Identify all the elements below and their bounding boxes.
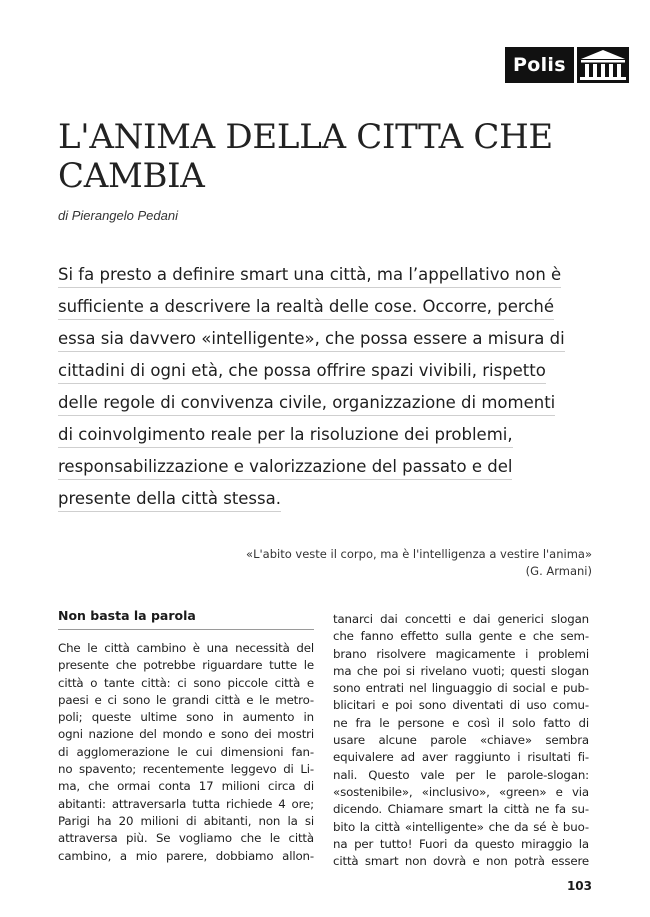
body-line: Che le città cambino è una necessità del <box>58 641 314 655</box>
body-line: ma che poi si rivelano vuoti; questi slogan <box>333 663 589 678</box>
body-line: bito la città «intelligente» che da sé è buo- <box>333 819 589 834</box>
page-number: 103 <box>566 879 592 893</box>
body-line: na per tutto! Fuori da questo miraggio la <box>333 836 589 851</box>
epigraph <box>246 546 592 580</box>
body-line: città smart non dovrà e non potrà essere <box>333 854 589 869</box>
article-title: L'ANIMA DELLA CITTA CHE CAMBIA <box>58 117 553 196</box>
section-heading: Non basta la parola <box>58 608 314 630</box>
epigraph-text: «L'abito veste il corpo, ma è l'intelligenza a vestire l'anima» <box>246 547 592 561</box>
body-line: nali. Questo vale per le parole-slogan: <box>333 767 589 782</box>
body-line: blicitari e poi sono diventati di uso comu- <box>333 698 589 713</box>
lead-line: Si fa presto a definire smart una città, ma l’appellativo non è <box>58 259 578 291</box>
lead-line: responsabilizzazione e valorizzazione del passato e del <box>58 451 578 483</box>
epigraph-attribution: (G. Armani) <box>525 564 592 578</box>
body-line: paesi e ci sono le grandi città e le metro- <box>58 692 314 707</box>
body-column-left <box>58 608 314 865</box>
body-line: dicendo. Chiamare smart la città ne fa su- <box>333 802 589 817</box>
body-line: poli; queste ultime sono in aumento in <box>58 710 314 725</box>
building-icon <box>577 47 629 83</box>
body-line: usare alcune parole «chiave» sembra <box>333 733 589 748</box>
body-line: abitanti: attraversarla tutta richiede 4 ore; <box>58 796 314 811</box>
body-line: Parigi ha 20 milioni di abitanti, non la si <box>58 813 314 828</box>
body-line: di agglomerazione le cui dimensioni fan- <box>58 744 314 759</box>
body-line: brano risolvere magicamente i problemi <box>333 646 589 661</box>
body-line: ne fra le persone e così il solo fatto di <box>333 715 589 730</box>
body-line: tanarci dai concetti e dai generici slogan <box>333 612 589 626</box>
lead-line: essa sia davvero «intelligente», che possa essere a misura di <box>58 323 578 355</box>
lead-paragraph <box>58 259 578 515</box>
lead-line: sufficiente a descrivere la realtà delle cose. Occorre, perché <box>58 291 578 323</box>
body-line: sono entrati nel linguaggio di social e pub- <box>333 681 589 696</box>
body-line: che fanno effetto sulla gente e che sem- <box>333 629 589 644</box>
body-line: città o tante città: ci sono piccole città e <box>58 675 314 690</box>
lead-line: delle regole di convivenza civile, organizzazione di momenti <box>58 387 578 419</box>
body-line: attraversa più. Se vogliamo che le città <box>58 831 314 846</box>
lead-line: cittadini di ogni età, che possa offrire spazi vivibili, rispetto <box>58 355 578 387</box>
body-line: «sostenibile», «inclusivo», «green» e via <box>333 784 589 799</box>
lead-line: di coinvolgimento reale per la risoluzione dei problemi, <box>58 419 578 451</box>
body-column-right <box>333 611 589 870</box>
body-line: ma, che ormai conta 17 milioni circa di <box>58 779 314 794</box>
byline: di Pierangelo Pedani <box>58 208 178 223</box>
body-line: no spavento; recentemente leggevo di Li- <box>58 762 314 777</box>
body-line: cambino, a mio parere, dobbiamo allon- <box>58 848 314 863</box>
section-tag <box>505 47 629 83</box>
section-label: Polis <box>505 47 574 83</box>
body-line: presente che potrebbe riguardare tutte le <box>58 658 314 673</box>
lead-line: presente della città stessa. <box>58 483 578 515</box>
body-line: ogni nazione del mondo e sono dei mostri <box>58 727 314 742</box>
body-line: equivalere ad aver raggiunto i risultati fi- <box>333 750 589 765</box>
